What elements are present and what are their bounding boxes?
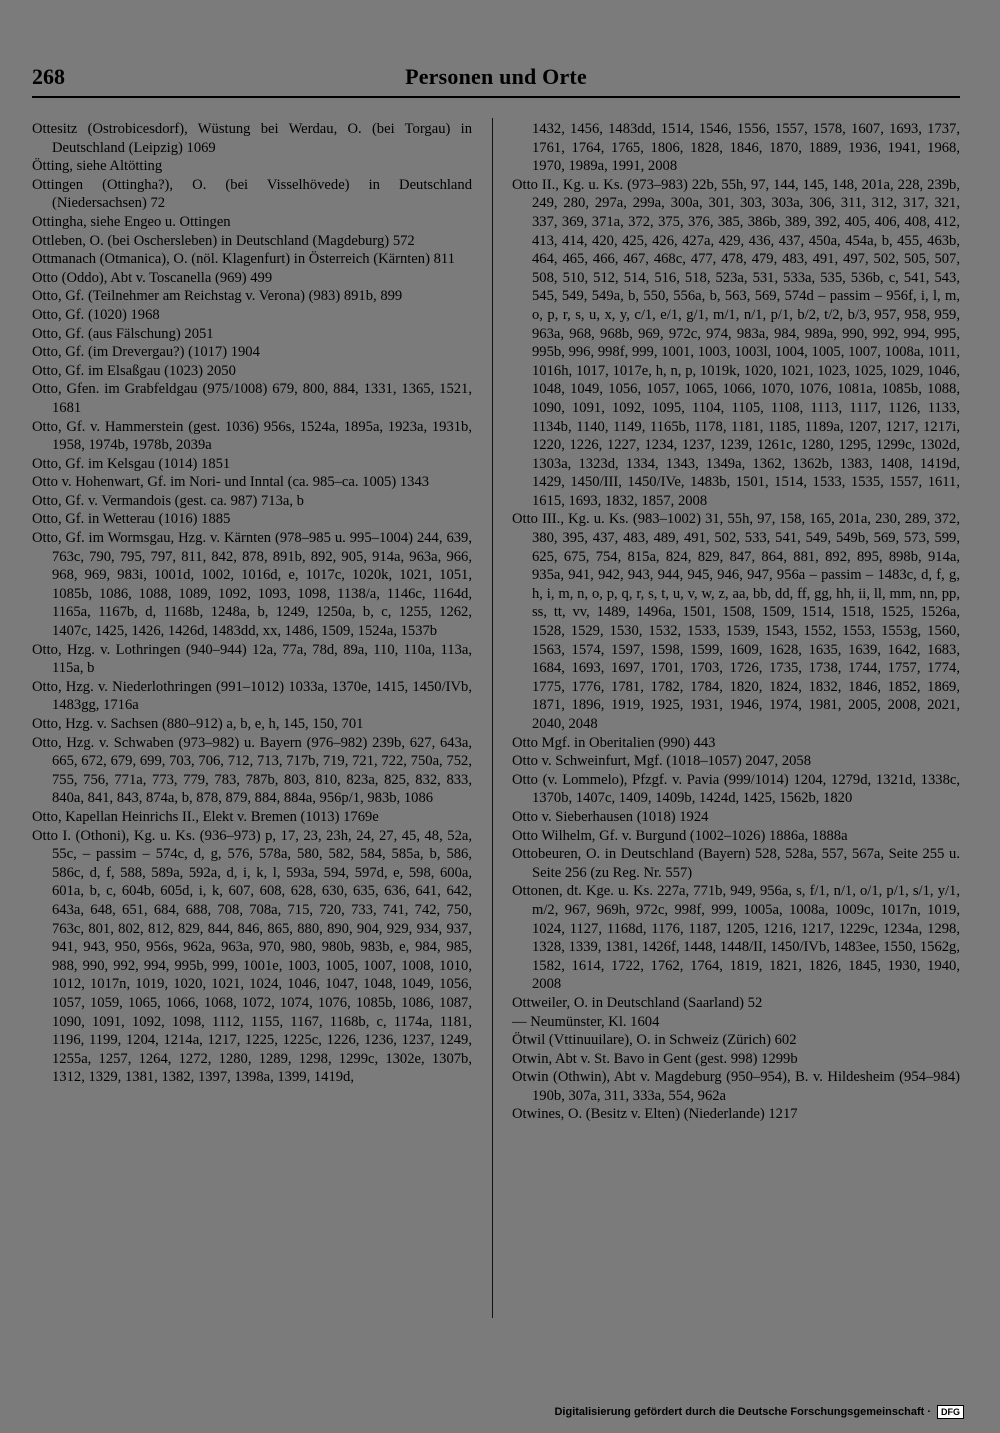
index-entry: Otto v. Sieberhausen (1018) 1924 [512,808,709,825]
index-entry: — Neumünster, Kl. 1604 [512,1013,660,1030]
left-column [32,120,472,1087]
index-entry: Otto, Gf. (Teilnehmer am Reichstag v. Verona) (983) 891b, 899 [32,288,403,305]
index-entry: Otto, Gf. im Kelsgau (1014) 1851 [32,455,231,472]
index-entry: Ottobeuren, O. in Deutschland (Bayern) 528, 528a, 557, 567a, Seite 255 u. Seite 256 (zu Reg. Nr. 557) [512,846,960,881]
digitization-footer [554,1405,964,1419]
index-entry: Otto (Oddo), Abt v. Toscanella (969) 499 [32,269,273,286]
index-entry: Ottmanach (Otmanica), O. (nöl. Klagenfurt) in Österreich (Kärnten) 811 [32,251,455,268]
index-entry: Ötting, siehe Altötting [32,158,163,175]
index-entry: Otto, Gf. v. Hammerstein (gest. 1036) 956s, 1524a, 1895a, 1923a, 1931b, 1958, 1974b, 1978b, 2039a [32,418,472,454]
index-entry: Ötwil (Vttinuuilare), O. in Schweiz (Zürich) 602 [512,1032,797,1049]
index-entry: Otto III., Kg. u. Ks. (983–1002) 31, 55h, 97, 158, 165, 201a, 230, 289, 372, 380, 395, 437, 483, 489, 491, 502, 533, 541, 549, 549b, 569, 573, 599, 625, 675, 754, 815a, 824, 829, 847, 864, 881, 892, 895, 898b, 914a, 935a, 941, 942, 943, 944, 945, 946, 947, 956a – passim – 1483c, d, f, g, h, i, m, n, o, p, q, r, s, t, u, v, w, z, aa, bb, dd, ff, gg, hh, ii, ll, mm, nn, pp, ss, tt, vv, 1489, 1496a, 1501, 1508, 1509, 1514, 1518, 1525, 1526a, 1528, 1529, 1530, 1532, 1533, 1539, 1543, 1552, 1553, 1553g, 1560, 1563, 1574, 1597, 1598, 1599, 1609, 1628, 1635, 1639, 1642, 1683, 1684, 1693, 1697, 1701, 1703, 1726, 1735, 1738, 1744, 1757, 1774, 1775, 1776, 1781, 1782, 1784, 1820, 1824, 1832, 1846, 1852, 1869, 1871, 1896, 1919, 1925, 1931, 1946, 1974, 1981, 2005, 2008, 2021, 2040, 2048 [512,511,960,732]
index-entry: Otto, Hzg. v. Schwaben (973–982) u. Bayern (976–982) 239b, 627, 643a, 665, 672, 679, 699, 703, 706, 712, 713, 717b, 719, 721, 722, 750a, 752, 755, 756, 771a, 773, 779, 783, 787b, 803, 810, 823a, 825, 832, 833, 840a, 841, 843, 874a, b, 878, 879, 884, 884a, 956p/1, 983b, 1086 [32,734,472,807]
column-divider [492,118,493,1318]
index-entry: Otto, Gfen. im Grabfeldgau (975/1008) 679, 800, 884, 1331, 1365, 1521, 1681 [32,381,472,416]
index-entry: Ottonen, dt. Kge. u. Ks. 227a, 771b, 949, 956a, s, f/1, n/1, o/1, p/1, s/1, y/1, m/2, 967, 969h, 972c, 998f, 999, 1005a, 1008a, 1009c, 1017n, 1019, 1024, 1127, 1168d, 1176, 1187, 1205, 1216, 1217, 1229c, 1234a, 1298, 1328, 1339, 1381, 1426f, 1448, 1448/II, 1450/IVb, 1483ee, 1550, 1562g, 1582, 1614, 1722, 1762, 1764, 1819, 1821, 1826, 1845, 1930, 1940, 2008 [512,883,960,993]
page-title: Personen und Orte [405,64,587,89]
index-entry: Ottleben, O. (bei Oschersleben) in Deutschland (Magdeburg) 572 [32,232,415,249]
dfg-logo-icon: DFG [937,1405,964,1419]
index-entry: Otto, Hzg. v. Sachsen (880–912) a, b, e, h, 145, 150, 701 [32,716,364,732]
index-entry: Otto, Gf. (aus Fälschung) 2051 [32,325,214,342]
index-entry: Otwin, Abt v. St. Bavo in Gent (gest. 998) 1299b [512,1050,798,1067]
index-entry: Otto, Gf. (1020) 1968 [32,306,160,323]
index-entry: Otto, Kapellan Heinrichs II., Elekt v. Bremen (1013) 1769e [32,808,379,825]
index-entry: Otto Mgf. in Oberitalien (990) 443 [512,734,716,751]
page-header [32,64,960,98]
right-column [512,120,960,1124]
index-entry: Otto v. Schweinfurt, Mgf. (1018–1057) 2047, 2058 [512,753,812,770]
index-entry: Otto (v. Lommelo), Pfzgf. v. Pavia (999/1014) 1204, 1279d, 1321d, 1338c, 1370b, 1407c, 1409, 1409b, 1424d, 1425, 1562b, 1820 [512,771,960,807]
index-entry: Otto, Gf. v. Vermandois (gest. ca. 987) 713a, b [32,492,304,509]
index-entry: Otto Wilhelm, Gf. v. Burgund (1002–1026) 1886a, 1888a [512,827,848,844]
index-entry: Ottesitz (Ostrobicesdorf), Wüstung bei Werdau, O. (bei Torgau) in Deutschland (Leipzig) 1069 [32,121,472,156]
footer-text: Digitalisierung gefördert durch die Deutsche Forschungsgemeinschaft · [554,1406,931,1418]
index-entry: Otto I. (Othoni), Kg. u. Ks. (936–973) p, 17, 23, 23h, 24, 27, 45, 48, 52a, 55c, – passim – 574c, d, g, 576, 578a, 580, 582, 584, 585a, b, 586, 586c, d, f, 588, 589a, 592a, d, i, k, l, 593a, 594, 597d, e, 598, 600a, 601a, b, c, 604b, 605d, i, k, 607, 608, 628, 630, 635, 636, 641, 642, 643a, 648, 651, 684, 688, 708, 708a, 715, 720, 733, 741, 742, 750, 763c, 801, 802, 812, 829, 844, 846, 865, 880, 890, 904, 929, 934, 937, 941, 943, 950, 956s, 962a, 963a, 970, 980, 980b, 983b, e, 984, 985, 988, 990, 992, 994, 995b, 999, 1001e, 1003, 1005, 1007, 1008, 1010, 1012, 1017n, 1019, 1020, 1021, 1024, 1046, 1047, 1048, 1049, 1056, 1057, 1059, 1065, 1066, 1068, 1072, 1074, 1076, 1085b, 1086, 1087, 1090, 1091, 1092, 1098, 1112, 1155, 1167, 1168b, c, 1174a, 1181, 1196, 1199, 1204, 1214a, 1217, 1225, 1225c, 1226, 1236, 1237, 1249, 1255a, 1257, 1264, 1272, 1280, 1289, 1298, 1299c, 1302e, 1307b, 1312, 1329, 1381, 1382, 1397, 1398a, 1399, 1419d, [32,827,472,1086]
index-entry: Otto v. Hohenwart, Gf. im Nori- und Inntal (ca. 985–ca. 1005) 1343 [32,474,430,491]
index-entry: Ottweiler, O. in Deutschland (Saarland) 52 [512,994,763,1011]
index-entry: Otto, Gf. in Wetterau (1016) 1885 [32,511,231,528]
page-number: 268 [32,64,65,89]
index-entry-continuation: 1432, 1456, 1483dd, 1514, 1546, 1556, 1557, 1578, 1607, 1693, 1737, 1761, 1764, 1765, 1806, 1828, 1846, 1870, 1889, 1936, 1941, 1968, 1970, 1989a, 1991, 2008 [532,121,960,175]
index-entry: Otwin (Othwin), Abt v. Magdeburg (950–954), B. v. Hildesheim (954–984) 190b, 307a, 311, 333a, 554, 962a [512,1069,960,1104]
index-entry: Otto II., Kg. u. Ks. (973–983) 22b, 55h, 97, 144, 145, 148, 201a, 228, 239b, 249, 280, 297a, 299a, 300a, 301, 303, 303a, 306, 311, 312, 317, 321, 337, 369, 371a, 372, 375, 376, 385, 386b, 389, 392, 405, 406, 408, 412, 413, 414, 420, 425, 426, 427a, 429, 436, 437, 450a, 454a, b, 455, 463b, 464, 465, 466, 467, 468c, 477, 478, 479, 483, 491, 497, 502, 505, 507, 508, 510, 512, 514, 516, 518, 523a, 531, 533a, 535, 536b, c, 541, 543, 545, 549, 549a, b, 550, 556a, b, 563, 569, 574d – passim – 956f, i, l, m, o, p, r, s, u, x, y, c/1, e/1, g/1, m/1, n/1, p/1, b/2, t/2, b/3, 957, 958, 959, 963a, 968, 968b, 969, 972c, 974, 983a, 984, 989a, 990, 992, 994, 995, 995b, 996, 998f, 999, 1001, 1003, 1003l, 1004, 1005, 1007, 1008a, 1011, 1016h, 1017, 1017e, h, n, p, 1019k, 1020, 1021, 1023, 1025, 1029, 1046, 1048, 1049, 1056, 1057, 1065, 1066, 1070, 1076, 1081a, 1085b, 1088, 1090, 1091, 1092, 1095, 1104, 1105, 1108, 1113, 1117, 1126, 1133, 1134b, 1140, 1149, 1165b, 1178, 1181, 1185, 1189a, 1207, 1217, 1217i, 1220, 1226, 1227, 1234, 1237, 1239, 1261c, 1280, 1295, 1299c, 1302d, 1303a, 1323d, 1334, 1343, 1349a, 1362, 1362b, 1383, 1408, 1419d, 1429, 1450/III, 1450/IVe, 1483b, 1501, 1514, 1533, 1535, 1557, 1611, 1615, 1693, 1832, 1857, 2008 [512,176,960,509]
index-entry: Otto, Gf. im Wormsgau, Hzg. v. Kärnten (978–985 u. 995–1004) 244, 639, 763c, 790, 795, 797, 811, 842, 878, 891b, 892, 905, 914a, 963a, 966, 968, 969, 983i, 1001d, 1002, 1016d, e, 1017c, 1020k, 1021, 1051, 1085b, 1086, 1088, 1089, 1092, 1093, 1098, 1138/a, 1146c, 1164d, 1165a, 1167b, d, 1168b, 1248a, b, 1249, 1250a, b, c, 1255, 1262, 1407c, 1425, 1426, 1426d, 1483dd, xx, 1486, 1509, 1524a, 1537b [32,530,472,640]
index-entry: Otto, Hzg. v. Niederlothringen (991–1012) 1033a, 1370e, 1415, 1450/IVb, 1483gg, 1716a [32,678,472,714]
index-entry: Otto, Gf. im Elsaßgau (1023) 2050 [32,362,236,379]
index-entry: Otwines, O. (Besitz v. Elten) (Niederlande) 1217 [512,1106,798,1123]
index-entry: Otto, Hzg. v. Lothringen (940–944) 12a, 77a, 78d, 89a, 110, 110a, 113a, 115a, b [32,641,472,677]
index-entry: Ottingha, siehe Engeo u. Ottingen [32,213,231,230]
index-entry: Ottingen (Ottingha?), O. (bei Visselhövede) in Deutschland (Niedersachsen) 72 [32,176,472,212]
index-entry: Otto, Gf. (im Drevergau?) (1017) 1904 [32,344,260,361]
